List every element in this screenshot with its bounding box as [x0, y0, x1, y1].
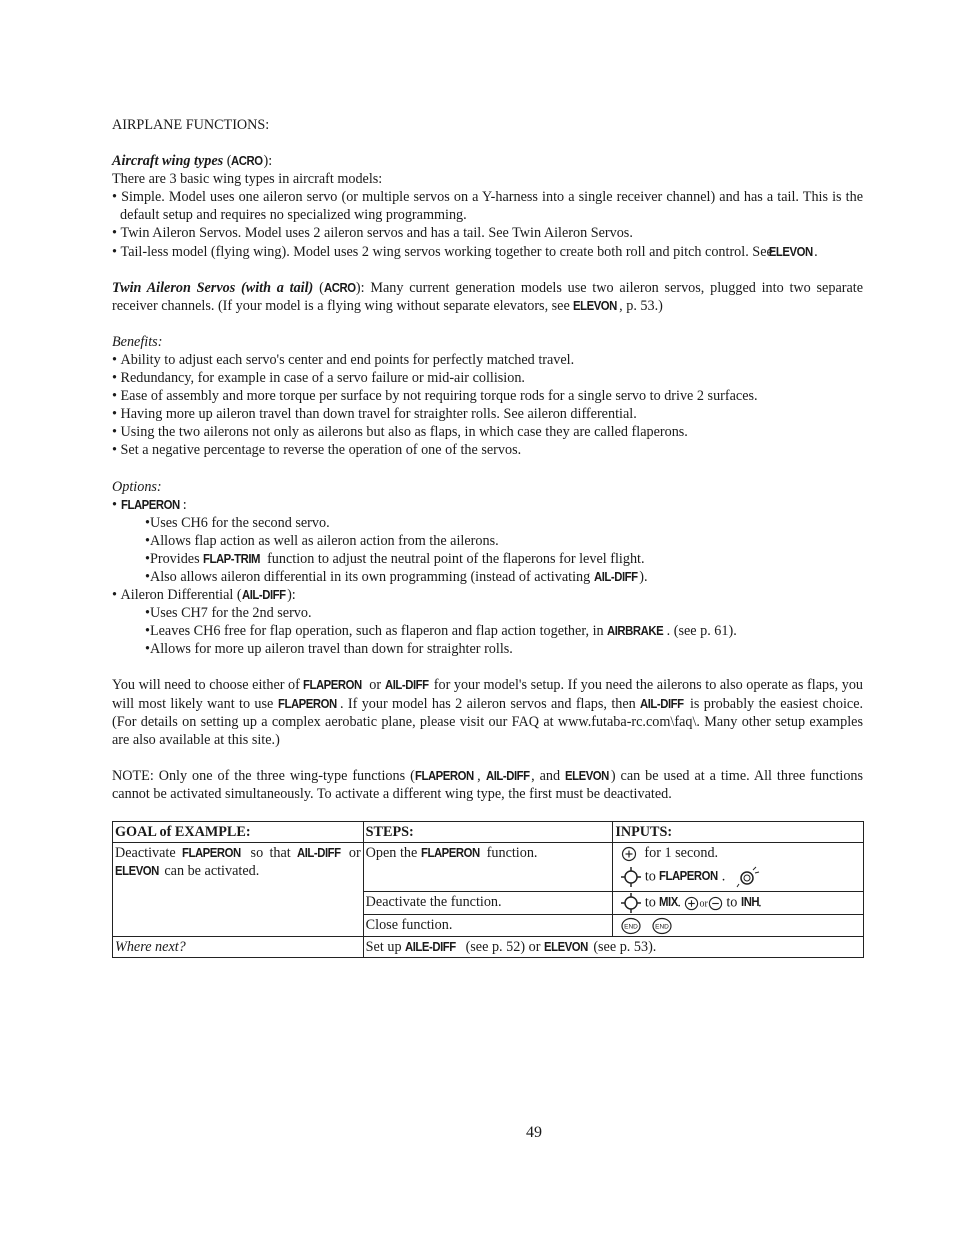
input-deactivate: to MIX. or to INH.: [613, 892, 864, 915]
benefits-heading: Benefits:: [112, 333, 163, 350]
end-key-icon: [621, 917, 641, 935]
table-row: [113, 937, 864, 958]
table-header-row: [113, 822, 864, 843]
minus-key-icon: [708, 896, 723, 911]
step-open: Open the FLAPERON function.: [363, 843, 613, 892]
options-heading: Options:: [112, 478, 162, 495]
end-key-icon: [652, 917, 672, 935]
list-item: •Leaves CH6 free for flap operation, such as flaperon and flap action together, in AIRBRAKE . (see p. 61).: [145, 623, 737, 640]
list-item: • Twin Aileron Servos. Model uses 2 aileron servos and has a tail. See Twin Aileron Servos.: [112, 225, 633, 242]
list-item: •Uses CH7 for the 2nd servo.: [145, 605, 312, 622]
svg-text:END: END: [624, 923, 639, 931]
step-deactivate: Deactivate the function.: [363, 892, 613, 915]
list-item: • Using the two ailerons not only as ailerons but also as flaps, in which case they are called flaperons.: [112, 424, 688, 441]
plus-key-icon: [621, 846, 637, 862]
header-steps: STEPS:: [363, 822, 613, 843]
note-paragraph: NOTE: Only one of the three wing-type functions (FLAPERON , AIL-DIFF , and ELEVON ) can be used at a time. All three functions cannot be activated simultaneously. To activate a different wing type, the first must be deactivated.: [112, 767, 864, 802]
list-item: • Redundancy, for example in case of a servo failure or mid-air collision.: [112, 370, 525, 387]
list-item: • Aileron Differential (AIL-DIFF ):: [112, 587, 296, 604]
document-body: [112, 116, 863, 958]
dial-press-icon: [736, 866, 760, 888]
dial-icon: [621, 893, 641, 913]
list-item: • Ease of assembly and more torque per surface by not requiring torque rods for a single servo to drive 2 surfaces.: [112, 388, 758, 405]
next-steps-cell: Set up AILE-DIFF (see p. 52) or ELEVON (see p. 53).: [363, 937, 863, 958]
list-item: •Uses CH6 for the second servo.: [145, 514, 330, 531]
code-acro: ACRO: [231, 154, 264, 169]
list-item: • FLAPERON :: [112, 496, 187, 513]
example-table: [112, 821, 864, 958]
list-item: • Tail-less model (flying wing). Model uses 2 wing servos working together to create both roll and pitch control. See ELEVON.: [112, 243, 818, 260]
header-inputs: INPUTS:: [613, 822, 864, 843]
where-next-cell: Where next?: [113, 937, 364, 958]
page-number: 49: [526, 1124, 542, 1141]
table-row: [113, 843, 864, 892]
twin-aileron-paragraph: Twin Aileron Servos (with a tail) (ACRO): Many current generation models use two aileron servos, plugged into two separate receiver channels. (If your model is a flying wing without separate elevators, see ELEVON , p. 53.): [112, 279, 863, 314]
wing-types-heading: Aircraft wing types (ACRO):: [112, 153, 273, 170]
step-close: Close function.: [363, 915, 613, 937]
list-item: • Having more up aileron travel than down travel for straighter rolls. See aileron differential.: [112, 406, 637, 423]
input-close: [613, 915, 864, 937]
list-item: • Set a negative percentage to reverse the operation of one of the servos.: [112, 442, 522, 459]
svg-text:END: END: [655, 923, 669, 931]
choose-paragraph: You will need to choose either of FLAPERON or AIL-DIFF for your model's setup. If you need the ailerons to also operate as flaps, you will most likely want to use FLAPERON . If your model has 2 aileron servos and flaps, then AIL-DIFF is probably the easiest choice. (For details on setting up a complex aerobatic plane, please visit our FAQ at www.futaba-rc.com\faq\. Many other setup examples are also available at this site.): [112, 677, 864, 748]
input-open: for 1 second. to FLAPERON .: [613, 843, 864, 892]
list-item: •Provides FLAP-TRIM function to adjust the neutral point of the flaperons for level flight.: [145, 550, 645, 567]
dial-icon: [621, 867, 641, 887]
list-item: •Allows for more up aileron travel than down for straighter rolls.: [145, 641, 513, 658]
section-heading: AIRPLANE FUNCTIONS:: [112, 117, 270, 133]
header-goal: GOAL of EXAMPLE:: [113, 822, 364, 843]
list-item: • Simple. Model uses one aileron servo (or multiple servos on a Y-harness into a single receiver channel) and has a tail. This is the default setup and requires no specialized wing programming.: [112, 189, 863, 224]
list-item: •Allows flap action as well as aileron action from the ailerons.: [145, 532, 499, 549]
wing-types-intro: There are 3 basic wing types in aircraft models:: [112, 171, 383, 188]
list-item: • Ability to adjust each servo's center and end points for perfectly matched travel.: [112, 351, 575, 368]
goal-cell: Deactivate FLAPERON so that AIL-DIFF or ELEVON can be activated.: [113, 843, 364, 937]
plus-key-icon: [684, 896, 699, 911]
list-item: •Also allows aileron differential in its own programming (instead of activating AIL-DIFF ).: [145, 568, 648, 585]
